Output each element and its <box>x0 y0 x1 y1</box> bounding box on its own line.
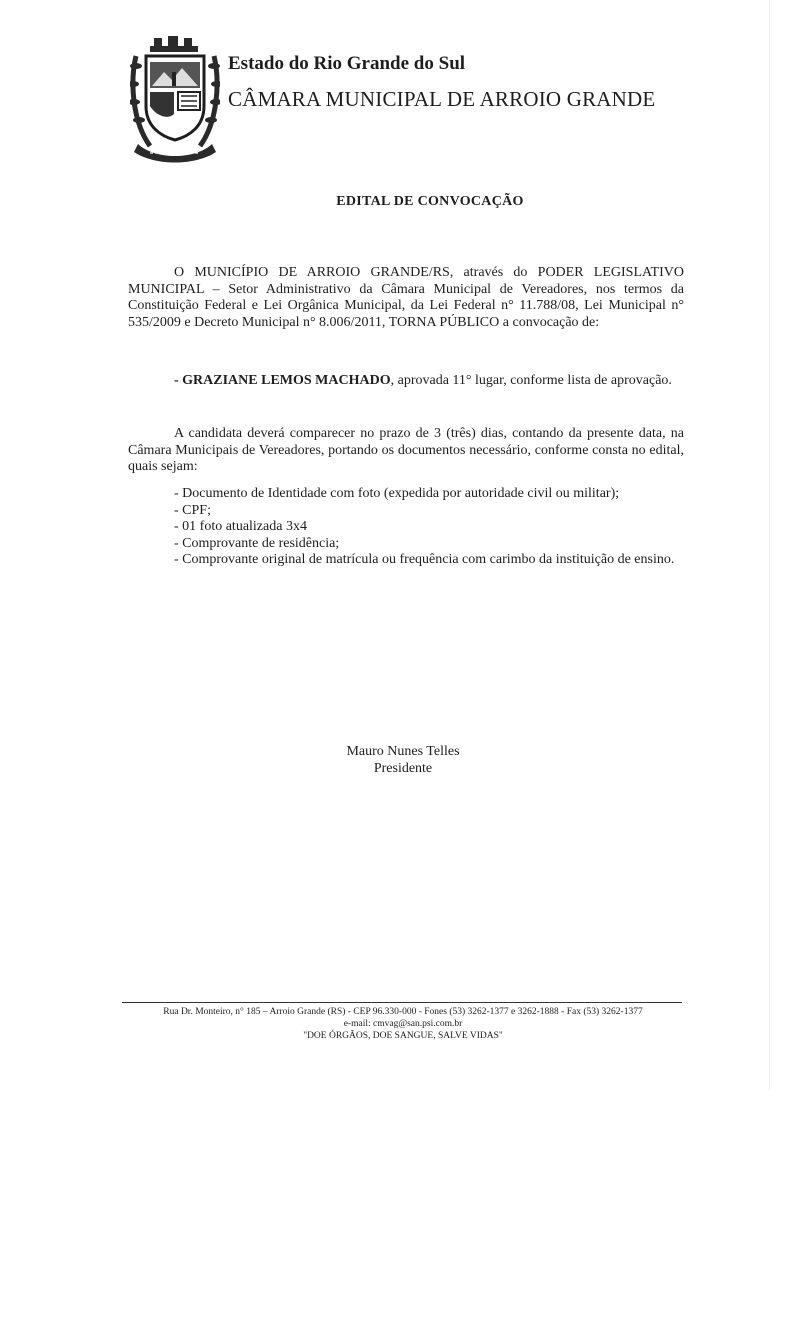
document-title: EDITAL DE CONVOCAÇÃO <box>336 194 524 209</box>
candidate-details: , aprovada 11° lugar, conforme lista de aprovação. <box>390 373 672 388</box>
candidate-paragraph <box>128 373 684 390</box>
signatory-name: Mauro Nunes Telles <box>346 744 460 759</box>
list-item: - Documento de Identidade com foto (expedida por autoridade civil ou militar); <box>174 486 620 501</box>
footer-divider <box>122 1002 682 1003</box>
documents-list <box>128 486 684 569</box>
candidate-name: - GRAZIANE LEMOS MACHADO <box>174 373 391 388</box>
footer-address: Rua Dr. Monteiro, n° 185 – Arroio Grande (RS) - CEP 96.330-000 - Fones (53) 3262-1377 e 3262-1888 - Fax (53) 3262-1377 <box>163 1007 643 1017</box>
footer <box>0 1006 800 1042</box>
intro-paragraph: O MUNICÍPIO DE ARROIO GRANDE/RS, através do PODER LEGISLATIVO MUNICIPAL – Setor Administrativo da Câmara Municipal de Vereadores, nos termos da Constituição Federal e Lei Orgânica Municipal, da Lei Federal n° 11.788/08, Lei Municipal n° 535/2009 e Decreto Municipal n° 8.006/2011, TORNA PÚBLICO a convocação de: <box>128 265 684 330</box>
list-item: - Comprovante original de matrícula ou frequência com carimbo da instituição de ensino. <box>174 552 675 567</box>
signature-block <box>0 743 800 777</box>
scan-edge <box>769 0 770 1090</box>
signatory-role: Presidente <box>373 761 433 776</box>
instructions-paragraph: A candidata deverá comparecer no prazo de 3 (três) dias, contando da presente data, na Câmara Municipais de Vereadores, portando os documentos necessário, conforme consta no edital, quais sejam: <box>128 426 684 474</box>
footer-slogan: "DOE ÓRGÃOS, DOE SANGUE, SALVE VIDAS" <box>303 1031 503 1041</box>
list-item: - Comprovante de residência; <box>174 535 340 551</box>
header-state: Estado do Rio Grande do Sul <box>228 53 466 74</box>
municipal-crest-icon <box>130 36 220 164</box>
list-item: - 01 foto atualizada 3x4 <box>174 519 307 534</box>
list-item: - CPF; <box>174 502 211 518</box>
footer-email: e-mail: cmvag@san.psi.com.br <box>343 1019 463 1029</box>
header-chamber: CÂMARA MUNICIPAL DE ARROIO GRANDE <box>228 87 656 111</box>
